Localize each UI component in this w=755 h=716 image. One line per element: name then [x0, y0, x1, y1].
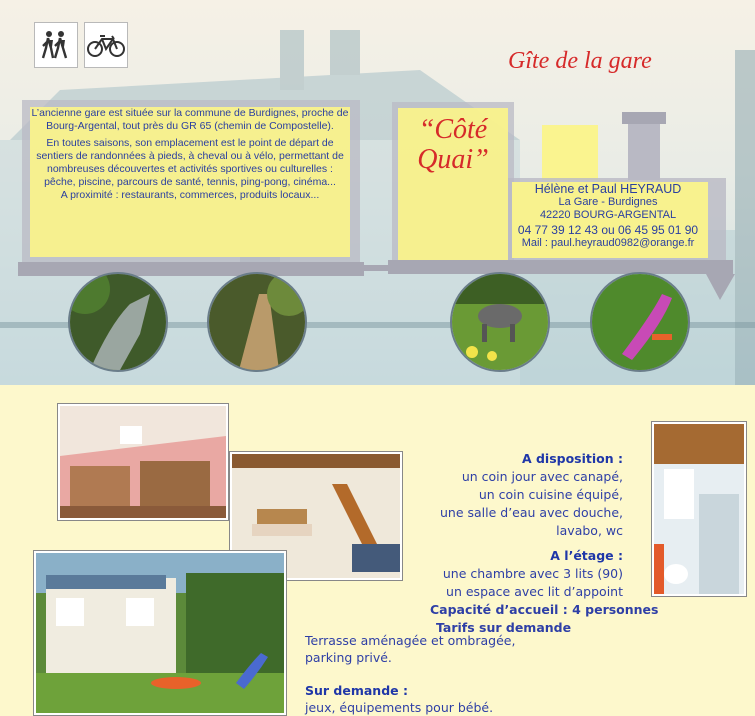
description-panel: [30, 107, 350, 262]
extras-section: [305, 632, 515, 716]
bedroom-photo: [58, 404, 228, 520]
terrace-text: Terrasse aménagée et ombragée,: [305, 633, 516, 648]
on-request-title: Sur demande :: [305, 683, 408, 698]
house-exterior-photo: [34, 551, 286, 715]
owner-name: Hélène et Paul HEYRAUD: [534, 182, 682, 196]
description-para-2: En toutes saisons, son emplacement est le point de départ de sentiers de randonnées à pieds, à cheval ou à vélo, permettant de nombreuses découvertes et activités sportives ou culturelles :: [36, 137, 344, 175]
river-photo: [68, 272, 168, 372]
email-address: Mail : paul.heyraud0982@orange.fr: [521, 237, 695, 249]
description-para-1: L’ancienne gare est située sur la commune de Burdignes, proche de Bourg-Argental, tout près du GR 65 (chemin de Compostelle).: [31, 107, 349, 132]
disposition-item: un coin jour avec canapé,: [461, 469, 623, 484]
phone-numbers: 04 77 39 12 43 ou 06 45 95 01 90: [517, 223, 699, 237]
etage-item: un espace avec lit d’appoint: [446, 584, 623, 599]
forest-path-photo: [207, 272, 307, 372]
etage-title: A l’étage :: [550, 548, 623, 563]
cote-quai-logo: [393, 115, 513, 175]
playground-photo: [590, 272, 690, 372]
on-request-items: jeux, équipements pour bébé.: [305, 700, 494, 715]
disposition-item: lavabo, wc: [556, 523, 623, 538]
gite-title: Gîte de la gare: [508, 48, 652, 74]
description-para-3: pêche, piscine, parcours de santé, tennis, ping-pong, cinéma...: [44, 176, 336, 188]
contact-block: [503, 183, 713, 250]
disposition-item: une salle d’eau avec douche,: [439, 505, 623, 520]
bathroom-photo: [652, 422, 746, 596]
capacity-text: Capacité d’accueil : 4 personnes: [430, 602, 659, 617]
disposition-title: A disposition :: [521, 451, 623, 466]
parking-text: parking privé.: [305, 650, 392, 665]
pricing-text: Tarifs sur demande: [436, 620, 572, 635]
address-line-2: 42220 BOURG-ARGENTAL: [539, 209, 677, 221]
etage-section: [443, 547, 623, 601]
disposition-item: un coin cuisine équipé,: [478, 487, 623, 502]
description-para-4: A proximité : restaurants, commerces, produits locaux...: [60, 189, 320, 201]
address-line-1: La Gare - Burdignes: [558, 196, 658, 208]
quote-line-1: “Côté: [418, 114, 488, 145]
quote-line-2: Quai”: [417, 144, 489, 175]
etage-item: une chambre avec 3 lits (90): [442, 566, 623, 581]
disposition-section: [440, 450, 623, 540]
donkey-photo: [450, 272, 550, 372]
